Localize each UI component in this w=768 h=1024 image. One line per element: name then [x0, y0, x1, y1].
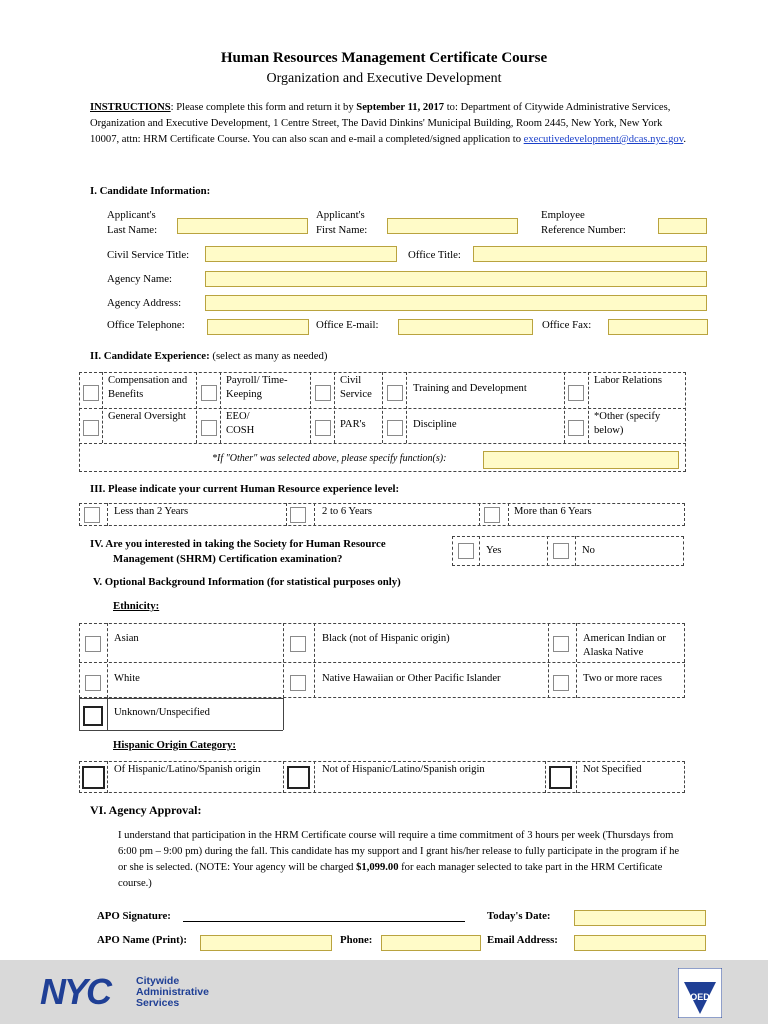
shrm-no-label: No [582, 545, 595, 556]
apo-name-field[interactable] [200, 935, 332, 951]
hispanic-not-specified-checkbox[interactable] [549, 766, 572, 789]
experience-general-oversight-checkbox[interactable] [83, 420, 99, 436]
hispanic-heading: Hispanic Origin Category: [113, 739, 236, 751]
ethnicity-unknown-checkbox[interactable] [83, 706, 103, 726]
phone-field[interactable] [381, 935, 481, 951]
nyc-logo: NYC [40, 971, 111, 1012]
experience-payroll-checkbox[interactable] [201, 385, 217, 401]
ethnicity-unknown-label: Unknown/Unspecified [114, 707, 210, 718]
dcas-agency-name: Citywide Administrative Services [136, 975, 209, 1009]
ethnicity-native-hawaiian-label: Native Hawaiian or Other Pacific Islander [322, 673, 501, 684]
instructions-heading: INSTRUCTIONS [90, 102, 171, 113]
shrm-yes-label: Yes [486, 545, 502, 556]
level-less-than-2-label: Less than 2 Years [114, 506, 189, 517]
hispanic-of-origin-label: Of Hispanic/Latino/Spanish origin [114, 764, 261, 775]
ethnicity-american-indian-label: American Indian or Alaska Native [583, 633, 666, 658]
experience-civil-service-label: Civil Service [340, 375, 372, 400]
course-fee: $1,099.00 [356, 862, 399, 873]
form-title: Human Resources Management Certificate Course [220, 50, 548, 66]
experience-general-oversight-label: General Oversight [108, 411, 186, 422]
office-telephone-label: Office Telephone: [107, 319, 185, 331]
experience-pars-checkbox[interactable] [315, 420, 331, 436]
experience-discipline-checkbox[interactable] [387, 420, 403, 436]
other-function-field[interactable] [483, 451, 679, 469]
agency-address-field[interactable] [205, 295, 707, 311]
agency-name-label: Agency Name: [107, 273, 173, 285]
experience-compensation-checkbox[interactable] [83, 385, 99, 401]
level-2-to-6-label: 2 to 6 Years [322, 506, 373, 517]
todays-date-field[interactable] [574, 910, 706, 926]
employee-reference-field[interactable] [658, 218, 707, 234]
experience-eeo-checkbox[interactable] [201, 420, 217, 436]
applicant-first-name-label: Applicant's First Name: [316, 209, 368, 236]
experience-compensation-label: Compensation and Benefits [108, 375, 188, 400]
apo-name-label: APO Name (Print): [97, 934, 187, 946]
experience-labor-relations-label: Labor Relations [594, 375, 662, 386]
experience-discipline-label: Discipline [413, 419, 457, 430]
todays-date-label: Today's Date: [487, 910, 551, 922]
level-2-to-6-checkbox[interactable] [290, 507, 306, 523]
footer [0, 960, 768, 1024]
ethnicity-heading: Ethnicity: [113, 600, 160, 612]
hispanic-of-origin-checkbox[interactable] [82, 766, 105, 789]
office-fax-field[interactable] [608, 319, 708, 335]
email-address-label: Email Address: [487, 934, 558, 946]
section-4-heading: IV. Are you interested in taking the Society for Human Resource Management (SHRM) Certification examination? [90, 538, 386, 565]
instructions-text-2: to: Department of Citywide Administrative Services, Organization and Executive Development, 1 Centre Street, The David Dinkins' Municipal Building, Room 2445, New York, New York 10007, attn: HRM Certificate Course. You can also scan and e-mail a completed/signed application to [90, 102, 671, 145]
experience-eeo-label: EEO/ COSH [226, 411, 255, 436]
applicant-last-name-field[interactable] [177, 218, 308, 234]
experience-pars-label: PAR's [340, 419, 366, 430]
experience-civil-service-checkbox[interactable] [315, 385, 331, 401]
ethnicity-native-hawaiian-checkbox[interactable] [290, 675, 306, 691]
civil-service-title-field[interactable] [205, 246, 397, 262]
agency-name-field[interactable] [205, 271, 707, 287]
ethnicity-black-checkbox[interactable] [290, 636, 306, 652]
shrm-no-checkbox[interactable] [553, 543, 569, 559]
hispanic-not-origin-checkbox[interactable] [287, 766, 310, 789]
ethnicity-black-label: Black (not of Hispanic origin) [322, 633, 450, 644]
office-email-label: Office E-mail: [316, 319, 379, 331]
experience-other-checkbox[interactable] [568, 420, 584, 436]
ethnicity-two-or-more-checkbox[interactable] [553, 675, 569, 691]
experience-other-label: *Other (specify below) [594, 411, 661, 436]
employee-reference-label: Employee Reference Number: [541, 209, 626, 236]
experience-training-label: Training and Development [413, 383, 527, 394]
phone-label: Phone: [340, 934, 373, 946]
ethnicity-asian-checkbox[interactable] [85, 636, 101, 652]
civil-service-title-label: Civil Service Title: [107, 249, 190, 261]
level-more-than-6-checkbox[interactable] [484, 507, 500, 523]
ethnicity-american-indian-checkbox[interactable] [553, 636, 569, 652]
apo-signature-line[interactable] [183, 921, 465, 922]
agency-address-label: Agency Address: [107, 297, 182, 309]
experience-training-checkbox[interactable] [387, 385, 403, 401]
hispanic-not-specified-label: Not Specified [583, 764, 642, 775]
email-address-field[interactable] [574, 935, 706, 951]
ethnicity-white-label: White [114, 673, 140, 684]
ethnicity-white-checkbox[interactable] [85, 675, 101, 691]
office-title-label: Office Title: [408, 249, 461, 261]
section-5-heading: V. Optional Background Information (for statistical purposes only) [93, 576, 401, 588]
instructions-email-link[interactable]: executivedevelopment@dcas.nyc.gov [523, 134, 684, 145]
office-telephone-field[interactable] [207, 319, 309, 335]
oed-logo [678, 968, 722, 1018]
oed-logo-text: OED [690, 992, 710, 1002]
office-title-field[interactable] [473, 246, 707, 262]
section-1-heading: I. Candidate Information: [90, 185, 211, 197]
section-6-heading: VI. Agency Approval: [90, 803, 202, 817]
office-fax-label: Office Fax: [542, 319, 592, 331]
level-more-than-6-label: More than 6 Years [514, 506, 592, 517]
shrm-yes-checkbox[interactable] [458, 543, 474, 559]
ethnicity-asian-label: Asian [114, 633, 139, 644]
section-3-heading: III. Please indicate your current Human Resource experience level: [90, 483, 400, 495]
applicant-first-name-field[interactable] [387, 218, 518, 234]
ethnicity-two-or-more-label: Two or more races [583, 673, 662, 684]
experience-payroll-label: Payroll/ Time-Keeping [226, 375, 288, 400]
instructions-deadline: September 11, 2017 [356, 102, 445, 113]
apo-signature-label: APO Signature: [97, 910, 171, 922]
hispanic-not-origin-label: Not of Hispanic/Latino/Spanish origin [322, 764, 485, 775]
office-email-field[interactable] [398, 319, 533, 335]
agency-approval-text: I understand that participation in the HRM Certificate course will require a time commitment of 3 hours per week (Thursdays from 6:00 pm – 9:00 pm) during the fall. This candidate has my support and I grant his/her release to fully participate in the program if he or she is selected. (NOTE: Your agency will be charged $1,099.00 for each manager selected to take part in the HRM Certificate course.) [118, 830, 680, 889]
instructions-text-1: : Please complete this form and return it by [170, 102, 357, 113]
oed-logo-graphic [678, 968, 722, 1018]
level-less-than-2-checkbox[interactable] [84, 507, 100, 523]
section-2-heading: II. Candidate Experience: (select as many as needed) [90, 350, 328, 362]
form-subtitle: Organization and Executive Development [266, 71, 502, 86]
instructions: INSTRUCTIONS: Please complete this form and return it by September 11, 2017 to: Department of Citywide Administrative Services, Organization and Executive Development, 1 Centre Street, The David Dinkins' Municipal Building, Room 2445, New York, New York 10007, attn: HRM Certificate Course. You can also scan and e-mail a completed/signed application to executivedevelopment@dcas.nyc.gov. [90, 102, 686, 145]
other-function-prompt: *If "Other" was selected above, please specify function(s): [212, 453, 447, 464]
applicant-last-name-label: Applicant's Last Name: [107, 209, 158, 236]
experience-labor-relations-checkbox[interactable] [568, 385, 584, 401]
